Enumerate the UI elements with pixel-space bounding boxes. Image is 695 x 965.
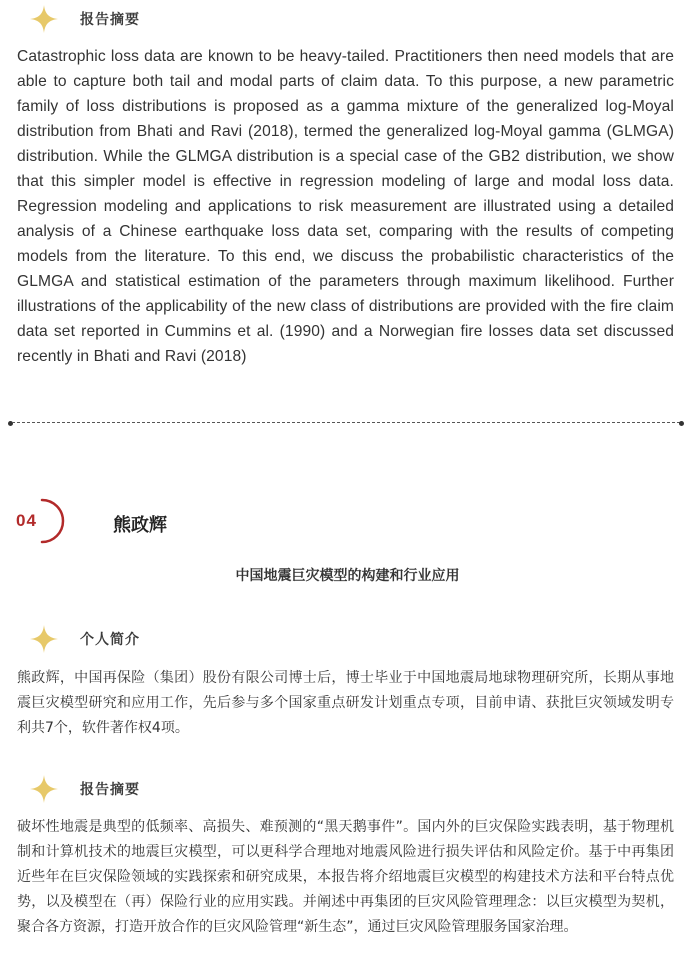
section-divider: [8, 421, 684, 425]
speaker-abstract-label: 报告摘要: [80, 782, 140, 798]
four-point-star-icon: [30, 5, 58, 33]
abstract-label: 报告摘要: [80, 12, 140, 28]
bio-text: 熊政辉，中国再保险（集团）股份有限公司博士后，博士毕业于中国地震局地球物理研究所，长期从事地震巨灾模型研究和应用工作，先后参与多个国家重点研发计划重点专项，目前申请、获批巨灾领域发明专利共7个，软件著作权4项。: [17, 670, 674, 736]
speaker-abstract-text: 破坏性地震是典型的低频率、高损失、难预测的“黑天鹅事件”。国内外的巨灾保险实践表明，基于物理机制和计算机技术的地震巨灾模型，可以更科学合理地对地震风险进行损失评估和风险定价。基于中再集团近些年在巨灾保险领域的实践探索和研究成果，本报告将介绍地震巨灾模型的构建技术方法和平台特点优势，以及模型在（再）保险行业的应用实践。并阐述中再集团的巨灾风险管理理念：以巨灾模型为契机，聚合各方资源，打造开放合作的巨灾风险管理“新生态”，通过巨灾风险管理服务国家治理。: [17, 819, 674, 935]
speaker-abstract-header: [30, 775, 140, 803]
number-arc-icon: [32, 498, 68, 544]
speaker-number-badge: [12, 498, 72, 544]
four-point-star-icon: [30, 625, 58, 653]
speaker-name: 熊政辉: [113, 515, 167, 536]
four-point-star-icon: [30, 775, 58, 803]
talk-title: 中国地震巨灾模型的构建和行业应用: [235, 568, 460, 584]
bio-label: 个人简介: [80, 632, 140, 648]
abstract-header: [30, 5, 140, 33]
abstract-text-en: Catastrophic loss data are known to be heavy-tailed. Practitioners then need models that are able to capture both tail and modal parts of claim data. To this purpose, a new parametric family of loss distributions is proposed as a gamma mixture of the generalized log-Moyal distribution from Bhati and Ravi (2018), termed the generalized log-Moyal gamma (GLMGA) distribution. While the GLMGA distribution is a special case of the GB2 distribution, we show that this simpler model is effective in regression modeling of large and modal loss data. Regression modeling and applications to risk measurement are illustrated using a detailed analysis of a Chinese earthquake loss data set, comparing with the results of competing models from the literature. To this end, we discuss the probabilistic characteristics of the GLMGA and statistical estimation of the parameters through maximum likelihood. Further illustrations of the applicability of the new class of distributions are provided with the fire claim data set reported in Cummins et al. (1990) and a Norwegian fire losses data set discussed recently in Bhati and Ravi (2018): [17, 48, 674, 365]
bio-header: [30, 625, 140, 653]
speaker-number: 04: [16, 511, 37, 530]
